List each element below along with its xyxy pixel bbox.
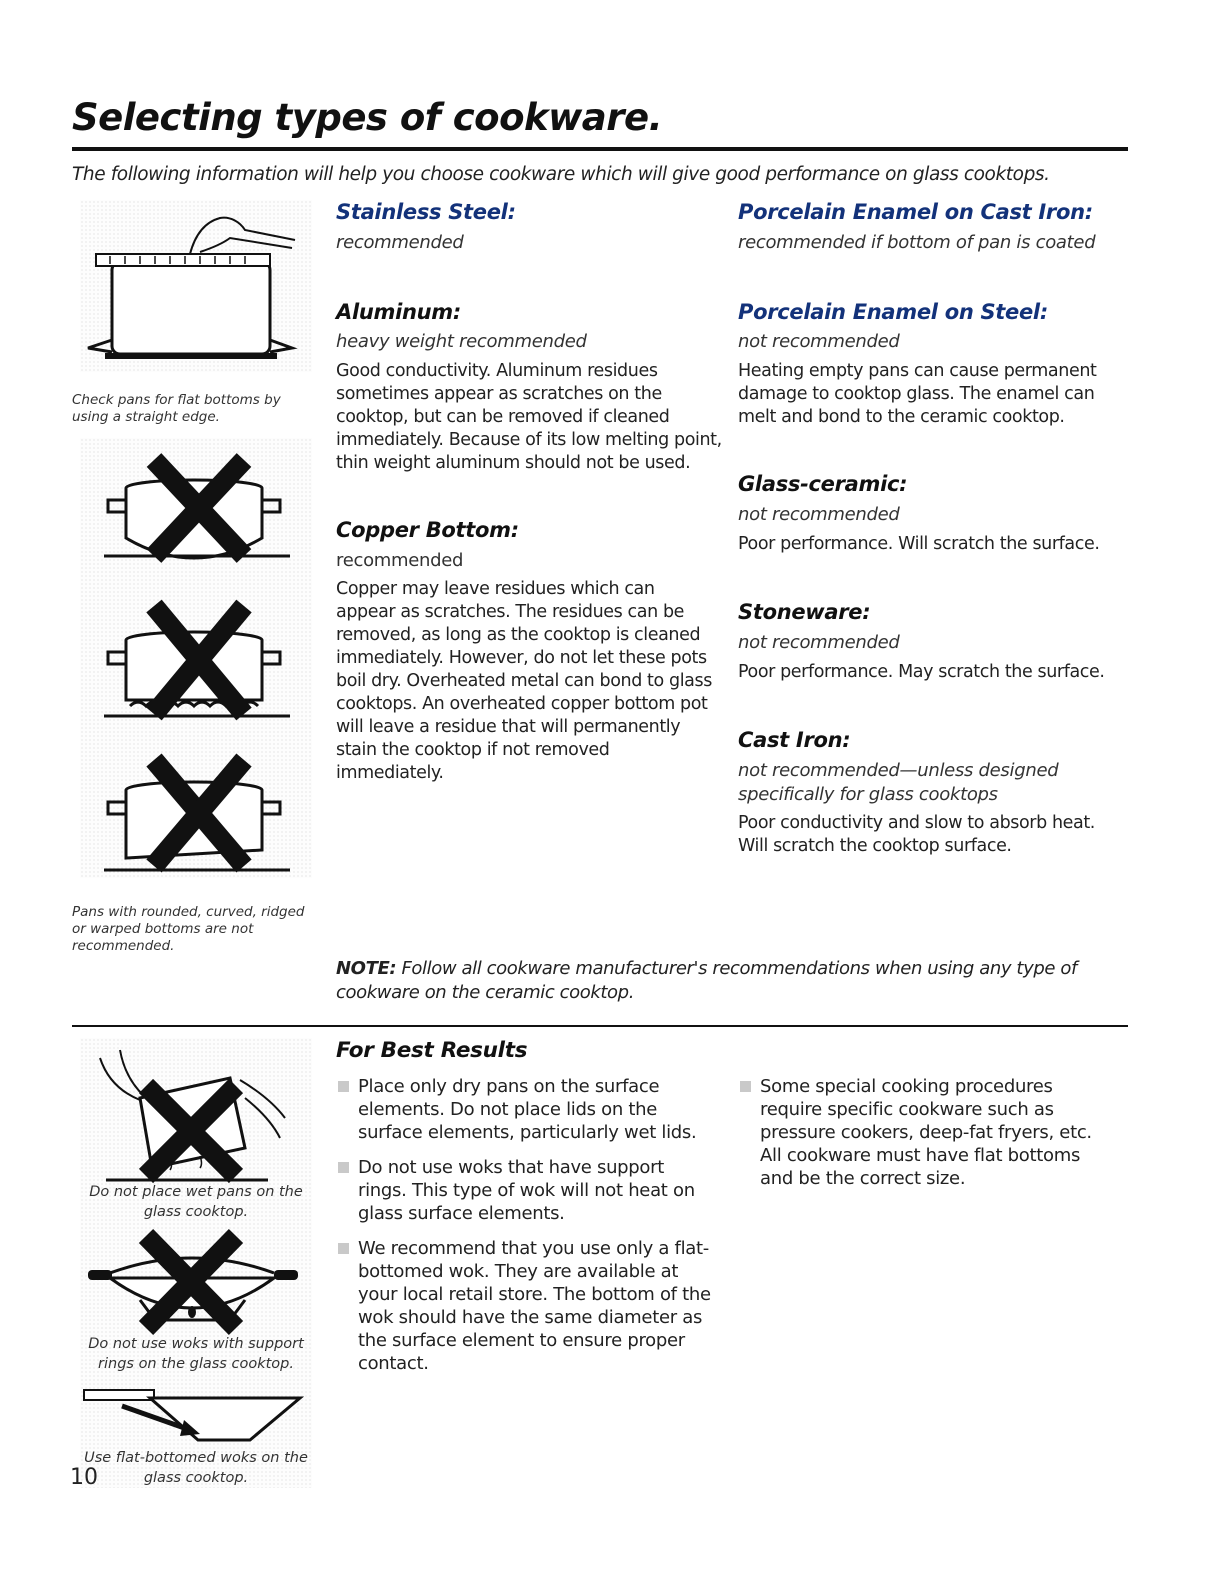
stoneware-heading: Stoneware:	[738, 600, 871, 624]
best-results-left-list	[336, 1075, 716, 1387]
page-subtitle: The following information will help you choose cookware which will give good performance on glass cooktops.	[72, 164, 1050, 185]
title-rule	[72, 147, 1128, 151]
woks-rings-caption: Do not use woks with support rings on the glass cooktop.	[88, 1336, 304, 1372]
wok-ring-icon	[88, 1236, 298, 1328]
porcelain-steel-body: Heating empty pans can cause permanent damage to cooktop glass. The enamel can melt and bond to the ceramic cooktop.	[738, 361, 1097, 427]
flat-check-caption: Check pans for flat bottoms by using a straight edge.	[72, 392, 281, 425]
glass-ceramic-body: Poor performance. Will scratch the surface.	[738, 534, 1100, 554]
crossed-pans-drawing	[80, 438, 312, 878]
bullet-square	[338, 1081, 349, 1092]
page-number: 10	[70, 1465, 98, 1490]
note-text: Follow all cookware manufacturer's recommendations when using any type of cookware on the ceramic cooktop.	[336, 958, 1077, 1003]
flat-woks-caption: Use flat-bottomed woks on the glass cooktop.	[84, 1450, 308, 1486]
woks-drawing	[80, 1038, 312, 1468]
stainless-steel-heading: Stainless Steel:	[336, 200, 516, 224]
aluminum-recommendation: heavy weight recommended	[336, 331, 587, 352]
copper-bottom-recommendation: recommended	[336, 550, 464, 571]
porcelain-steel-recommendation: not recommended	[738, 331, 900, 352]
warped-pan-icon	[104, 760, 290, 870]
cast-iron-heading: Cast Iron:	[738, 728, 851, 752]
stoneware-body: Poor performance. May scratch the surface.	[738, 662, 1105, 682]
bullet-text: Do not use woks that have support rings. This type of wok will not heat on glass surface elements.	[358, 1157, 695, 1224]
bullet-square	[740, 1081, 751, 1092]
note-paragraph	[336, 957, 1126, 1005]
porcelain-cast-iron-recommendation: recommended if bottom of pan is coated	[738, 232, 1096, 253]
best-results-illustration	[80, 1038, 312, 1488]
flat-check-illustration	[80, 200, 312, 372]
bullet-text: Place only dry pans on the surface elements. Do not place lids on the surface elements, particularly wet lids.	[358, 1076, 697, 1143]
list-item	[738, 1075, 1118, 1190]
cast-iron-recommendation: not recommended—unless designed specifically for glass cooktops	[738, 760, 1059, 805]
aluminum-heading: Aluminum:	[336, 300, 461, 324]
bullet-text: We recommend that you use only a flat-bottomed wok. They are available at your local retail store. The bottom of the wok should have the same diameter as the surface element to ensure proper contact.	[358, 1238, 711, 1374]
flat-wok-icon	[84, 1390, 300, 1440]
bad-pans-illustration	[80, 438, 312, 878]
porcelain-steel-heading: Porcelain Enamel on Steel:	[738, 300, 1048, 324]
page-title: Selecting types of cookware.	[72, 96, 663, 139]
note-label: NOTE:	[336, 958, 397, 979]
best-results-heading: For Best Results	[336, 1038, 528, 1063]
stoneware-recommendation: not recommended	[738, 632, 900, 653]
cast-iron-body: Poor conductivity and slow to absorb heat. Will scratch the cooktop surface.	[738, 813, 1095, 856]
wet-pans-caption: Do not place wet pans on the glass cooktop.	[89, 1184, 303, 1220]
porcelain-cast-iron-heading: Porcelain Enamel on Cast Iron:	[738, 200, 1093, 224]
bullet-text: Some special cooking procedures require specific cookware such as pressure cookers, deep-fat fryers, etc. All cookware must have flat bottoms and be the correct size.	[760, 1076, 1092, 1189]
list-item	[336, 1156, 716, 1225]
wet-pan-icon	[100, 1050, 285, 1180]
aluminum-body: Good conductivity. Aluminum residues sometimes appear as scratches on the cooktop, but can be removed if cleaned immediately. Because of its low melting point, thin weight aluminum should not be used.	[336, 361, 722, 473]
bullet-square	[338, 1243, 349, 1254]
bad-pans-caption: Pans with rounded, curved, ridged or warped bottoms are not recommended.	[72, 904, 305, 954]
best-results-right-list	[738, 1075, 1118, 1202]
list-item	[336, 1237, 716, 1375]
rounded-pan-icon	[104, 460, 290, 558]
glass-ceramic-heading: Glass-ceramic:	[738, 472, 908, 496]
bullet-square	[338, 1162, 349, 1173]
stainless-steel-recommendation: recommended	[336, 232, 464, 253]
copper-bottom-body: Copper may leave residues which can appear as scratches. The residues can be removed, as long as the cooktop is cleaned immediately. However, do not let these pots boil dry. Overheated metal can bond to glass cooktops. An overheated copper bottom pot will leave a residue that will permanently stain the cooktop if not removed immediately.	[336, 579, 712, 783]
section-rule	[72, 1025, 1128, 1027]
glass-ceramic-recommendation: not recommended	[738, 504, 900, 525]
ridged-pan-icon	[104, 606, 290, 716]
list-item	[336, 1075, 716, 1144]
pan-straight-edge-drawing	[80, 200, 312, 372]
copper-bottom-heading: Copper Bottom:	[336, 518, 519, 542]
